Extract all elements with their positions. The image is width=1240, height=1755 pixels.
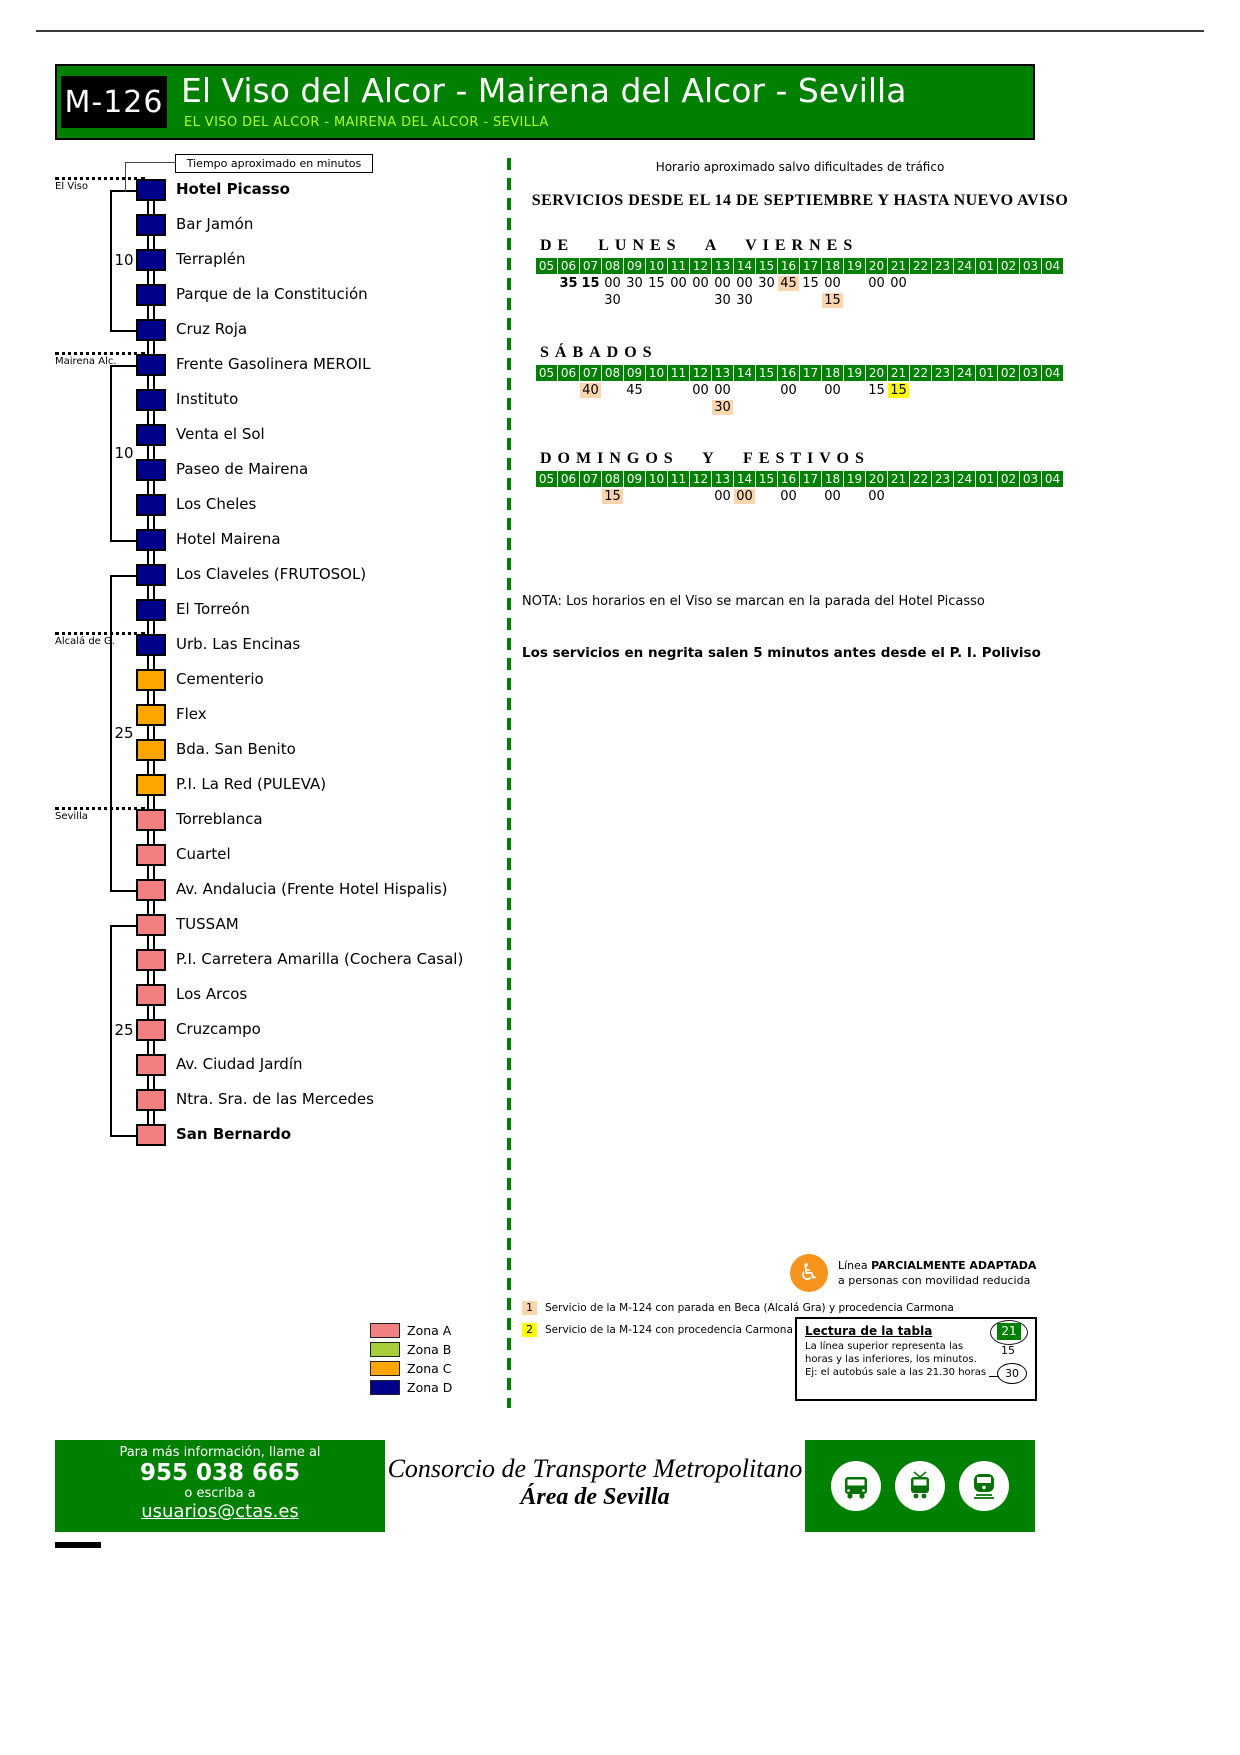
minute-cell xyxy=(580,293,601,308)
minute-cell xyxy=(954,489,975,504)
wheelchair-icon: ♿ xyxy=(790,1254,828,1292)
minute-cell xyxy=(624,489,645,504)
minute-cell xyxy=(690,293,711,308)
minute-cell xyxy=(624,400,645,415)
minute-cell xyxy=(932,293,953,308)
minute-cell xyxy=(800,383,821,398)
hour-cell: 09 xyxy=(624,258,645,274)
minute-cell xyxy=(976,276,997,291)
hour-cell: 19 xyxy=(844,365,865,381)
hour-cell: 05 xyxy=(536,365,557,381)
minute-cell: 15 xyxy=(802,276,819,291)
minute-cell: 00 xyxy=(780,489,797,504)
minute-cell xyxy=(580,400,601,415)
hour-cell: 04 xyxy=(1042,471,1063,487)
hour-cell: 23 xyxy=(932,258,953,274)
minute-cell xyxy=(932,276,953,291)
minute-cell xyxy=(976,293,997,308)
minute-cell xyxy=(1020,276,1041,291)
minute-cell xyxy=(558,400,579,415)
minute-cell xyxy=(646,293,667,308)
stop-label: Cruzcampo xyxy=(176,1020,261,1038)
minute-cell xyxy=(668,293,689,308)
stop-label: P.I. Carretera Amarilla (Cochera Casal) xyxy=(176,950,464,968)
footer-transport-icons xyxy=(805,1440,1035,1532)
zone-legend-item xyxy=(370,1322,452,1339)
minute-cell: 00 xyxy=(736,276,753,291)
minute-cell xyxy=(1020,400,1041,415)
hour-cell: 10 xyxy=(646,471,667,487)
hour-cell: 23 xyxy=(932,471,953,487)
minute-cell xyxy=(800,489,821,504)
minute-cell: 30 xyxy=(712,400,733,415)
minute-cell: 00 xyxy=(824,276,841,291)
stop-label: Flex xyxy=(176,705,207,723)
reading-box xyxy=(795,1317,1037,1401)
hour-cell: 05 xyxy=(536,258,557,274)
example-hour-cell: 21 xyxy=(997,1323,1021,1340)
bracket-time-label: 10 xyxy=(114,443,134,462)
footer-email-link[interactable]: usuarios@ctas.es xyxy=(141,1501,299,1522)
zone-label: Zona D xyxy=(407,1380,453,1395)
minute-cell: 00 xyxy=(692,383,709,398)
accessibility-prefix: Línea xyxy=(838,1259,872,1272)
hour-cell: 21 xyxy=(888,365,909,381)
stop-label: Paseo de Mairena xyxy=(176,460,309,478)
minute-cell: 15 xyxy=(868,383,885,398)
hour-cell: 04 xyxy=(1042,258,1063,274)
minute-cell: 30 xyxy=(626,276,643,291)
minute-cell xyxy=(668,400,689,415)
minute-cell xyxy=(1042,276,1063,291)
hour-cell: 21 xyxy=(888,471,909,487)
hour-cell: 23 xyxy=(932,365,953,381)
minute-cell xyxy=(1020,489,1041,504)
minute-cell: 00 xyxy=(780,383,797,398)
hour-cell: 19 xyxy=(844,258,865,274)
hour-cell: 15 xyxy=(756,258,777,274)
hour-cell: 07 xyxy=(580,365,601,381)
stop-label: Cuartel xyxy=(176,845,231,863)
hour-cell: 02 xyxy=(998,365,1019,381)
stop-label: Urb. Las Encinas xyxy=(176,635,301,653)
hour-header-row xyxy=(536,258,1076,274)
minute-row xyxy=(536,276,1076,291)
minute-cell xyxy=(888,293,909,308)
reading-box-title: Lectura de la tabla xyxy=(805,1324,933,1338)
hour-cell: 04 xyxy=(1042,365,1063,381)
minute-cell: 15 xyxy=(581,276,600,291)
hour-cell: 01 xyxy=(976,258,997,274)
hour-cell: 20 xyxy=(866,471,887,487)
hour-cell: 11 xyxy=(668,365,689,381)
hour-cell: 14 xyxy=(734,471,755,487)
hour-cell: 06 xyxy=(558,471,579,487)
footer-brand-line1: Consorcio de Transporte Metropolitano xyxy=(387,1454,803,1483)
minute-cell xyxy=(954,293,975,308)
footer-phone: 955 038 665 xyxy=(139,1460,301,1486)
minute-cell xyxy=(558,489,579,504)
minute-cell: 30 xyxy=(604,293,621,308)
hour-cell: 13 xyxy=(712,258,733,274)
minute-cell xyxy=(976,400,997,415)
hour-cell: 21 xyxy=(888,258,909,274)
hour-cell: 01 xyxy=(976,471,997,487)
hour-cell: 03 xyxy=(1020,258,1041,274)
timetable-section xyxy=(536,450,1076,504)
hour-cell: 10 xyxy=(646,365,667,381)
minute-cell: 15 xyxy=(648,276,665,291)
hour-cell: 22 xyxy=(910,365,931,381)
hour-cell: 03 xyxy=(1020,471,1041,487)
hour-cell: 06 xyxy=(558,365,579,381)
footnote xyxy=(522,1300,954,1315)
minute-cell: 00 xyxy=(868,276,885,291)
minute-cell xyxy=(734,383,755,398)
hour-cell: 24 xyxy=(954,258,975,274)
minute-cell: 00 xyxy=(604,276,621,291)
page-title: El Viso del Alcor - Mairena del Alcor - Sevilla xyxy=(181,71,907,110)
hour-cell: 15 xyxy=(756,471,777,487)
minute-cell xyxy=(668,489,689,504)
stop-label: Hotel Mairena xyxy=(176,530,281,548)
minute-cell xyxy=(1042,293,1063,308)
minute-cell xyxy=(910,400,931,415)
minute-cell xyxy=(756,293,777,308)
minute-cell: 00 xyxy=(714,489,731,504)
stop-label: Cruz Roja xyxy=(176,320,248,338)
hour-cell: 06 xyxy=(558,258,579,274)
hour-cell: 02 xyxy=(998,471,1019,487)
hour-cell: 20 xyxy=(866,365,887,381)
timetable-section-title: DOMINGOS Y FESTIVOS xyxy=(540,450,870,467)
example-minute-top: 15 xyxy=(1001,1344,1015,1357)
minute-cell xyxy=(800,293,821,308)
minute-cell xyxy=(1042,383,1063,398)
minute-cell xyxy=(888,400,909,415)
reading-box-line-1: La línea superior representa las xyxy=(805,1341,964,1352)
accessibility-bold: PARCIALMENTE ADAPTADA xyxy=(871,1259,1037,1272)
footer-brand xyxy=(385,1440,805,1532)
hour-cell: 03 xyxy=(1020,365,1041,381)
footnote-text: Servicio de la M-124 con procedencia Carmona xyxy=(545,1323,793,1336)
hour-cell: 17 xyxy=(800,258,821,274)
hour-header-row xyxy=(536,365,1076,381)
minute-cell: 00 xyxy=(824,489,841,504)
hour-cell: 16 xyxy=(778,365,799,381)
hour-cell: 10 xyxy=(646,258,667,274)
minute-cell xyxy=(536,293,557,308)
minute-cell: 00 xyxy=(868,489,885,504)
train-icon xyxy=(959,1461,1009,1511)
minute-cell: 00 xyxy=(734,489,755,504)
minute-cell xyxy=(932,489,953,504)
minute-cell xyxy=(844,400,865,415)
stop-label: Parque de la Constitución xyxy=(176,285,368,303)
hour-cell: 08 xyxy=(602,258,623,274)
minute-cell xyxy=(1042,400,1063,415)
minute-cell: 00 xyxy=(824,383,841,398)
hour-cell: 14 xyxy=(734,365,755,381)
stop-label: San Bernardo xyxy=(176,1125,292,1143)
hour-header-row xyxy=(536,471,1076,487)
minute-cell xyxy=(602,383,623,398)
stop-label: TUSSAM xyxy=(176,915,239,933)
hour-cell: 13 xyxy=(712,365,733,381)
minute-cell xyxy=(668,383,689,398)
minute-cell: 15 xyxy=(822,293,843,308)
minute-cell: 40 xyxy=(580,383,601,398)
minute-cell xyxy=(844,489,865,504)
bold-services-note: Los servicios en negrita salen 5 minutos antes desde el P. I. Poliviso xyxy=(522,645,1041,661)
accessibility-line2: a personas con movilidad reducida xyxy=(838,1274,1031,1287)
example-hour-circle-icon xyxy=(990,1320,1028,1345)
accessibility-note xyxy=(838,1258,1068,1288)
zone-swatch xyxy=(370,1323,400,1338)
minute-cell xyxy=(932,383,953,398)
example-minute-circled: 30 xyxy=(997,1363,1027,1384)
minute-cell: 00 xyxy=(692,276,709,291)
reading-box-line-3: Ej: el autobús sale a las 21.30 horas xyxy=(805,1367,987,1378)
minute-cell xyxy=(844,383,865,398)
hour-cell: 12 xyxy=(690,471,711,487)
minute-cell xyxy=(844,276,865,291)
minute-cell xyxy=(602,400,623,415)
stop-label: Venta el Sol xyxy=(176,425,265,443)
minute-row xyxy=(536,383,1076,398)
hour-cell: 09 xyxy=(624,471,645,487)
minute-cell xyxy=(580,489,601,504)
minute-cell xyxy=(778,400,799,415)
minute-cell: 15 xyxy=(888,383,909,398)
city-label: Alcalá de G. xyxy=(55,636,115,647)
stop-label: Ntra. Sra. de las Mercedes xyxy=(176,1090,374,1108)
bracket-time-label: 10 xyxy=(114,251,134,269)
stop-label: Instituto xyxy=(176,390,239,408)
footer-info-line2: o escriba a xyxy=(184,1486,256,1501)
minute-cell xyxy=(954,276,975,291)
city-label: El Viso xyxy=(55,181,89,192)
hour-cell: 22 xyxy=(910,258,931,274)
stop-label: P.I. La Red (PULEVA) xyxy=(176,775,327,793)
reading-box-line-2: horas y las inferiores, los minutos. xyxy=(805,1354,977,1365)
zone-swatch xyxy=(370,1380,400,1395)
minute-cell xyxy=(976,489,997,504)
stop-label: Hotel Picasso xyxy=(176,180,290,198)
zone-legend-item xyxy=(370,1360,452,1377)
zone-legend-item xyxy=(370,1379,452,1396)
minute-cell xyxy=(536,276,557,291)
minute-cell xyxy=(1020,383,1041,398)
minute-cell xyxy=(536,489,557,504)
footnote-text: Servicio de la M-124 con parada en Beca (Alcalá Gra) y procedencia Carmona xyxy=(545,1301,954,1314)
minute-cell: 00 xyxy=(714,276,731,291)
hour-cell: 20 xyxy=(866,258,887,274)
minute-cell: 00 xyxy=(714,383,731,398)
minute-cell: 45 xyxy=(626,383,643,398)
minute-cell: 30 xyxy=(758,276,775,291)
minute-cell xyxy=(756,489,777,504)
minute-cell xyxy=(536,400,557,415)
minute-row xyxy=(536,489,1076,504)
minute-cell xyxy=(998,383,1019,398)
hour-cell: 18 xyxy=(822,258,843,274)
bracket-time-label: 25 xyxy=(114,1021,134,1039)
minute-cell xyxy=(690,400,711,415)
minute-cell xyxy=(756,400,777,415)
stop-label: Torreblanca xyxy=(176,810,263,828)
stop-label: Frente Gasolinera MEROIL xyxy=(176,355,371,373)
hotel-picasso-note: NOTA: Los horarios en el Viso se marcan en la parada del Hotel Picasso xyxy=(522,594,985,609)
minute-cell xyxy=(998,489,1019,504)
zone-label: Zona B xyxy=(407,1342,452,1357)
stop-label: Terraplén xyxy=(176,250,246,268)
minute-cell xyxy=(998,293,1019,308)
stop-label: Av. Andalucia (Frente Hotel Hispalis) xyxy=(176,880,448,898)
hour-cell: 17 xyxy=(800,471,821,487)
timetable-section xyxy=(536,344,1076,415)
zone-legend xyxy=(370,1322,452,1398)
hour-cell: 14 xyxy=(734,258,755,274)
hour-cell: 19 xyxy=(844,471,865,487)
minute-cell: 00 xyxy=(670,276,687,291)
stop-label: Los Arcos xyxy=(176,985,248,1003)
stop-label: Los Claveles (FRUTOSOL) xyxy=(176,565,367,583)
minute-cell xyxy=(734,400,755,415)
minute-cell: 35 xyxy=(559,276,578,291)
scan-artifact-bottom-bar xyxy=(55,1542,101,1548)
hour-cell: 17 xyxy=(800,365,821,381)
minute-cell xyxy=(756,383,777,398)
minute-cell xyxy=(910,489,931,504)
timetable-section-title: SÁBADOS xyxy=(540,344,658,361)
zone-swatch xyxy=(370,1342,400,1357)
minute-cell xyxy=(998,400,1019,415)
footnote-marker: 2 xyxy=(522,1323,537,1337)
hour-cell: 08 xyxy=(602,471,623,487)
minute-cell xyxy=(536,383,557,398)
minute-cell xyxy=(558,293,579,308)
hour-cell: 18 xyxy=(822,365,843,381)
hour-cell: 11 xyxy=(668,258,689,274)
hour-cell: 15 xyxy=(756,365,777,381)
minute-cell xyxy=(690,489,711,504)
minute-cell xyxy=(624,293,645,308)
hour-cell: 24 xyxy=(954,365,975,381)
minute-cell xyxy=(778,293,799,308)
city-label: Sevilla xyxy=(55,811,88,822)
minute-cell: 45 xyxy=(778,276,799,291)
minute-cell xyxy=(844,293,865,308)
city-label: Mairena Alc. xyxy=(55,356,117,367)
minute-cell xyxy=(1020,293,1041,308)
minute-cell xyxy=(910,276,931,291)
footer-brand-line2: Área de Sevilla xyxy=(520,1484,670,1510)
zone-swatch xyxy=(370,1361,400,1376)
hour-cell: 12 xyxy=(690,365,711,381)
hour-cell: 22 xyxy=(910,471,931,487)
hour-cell: 09 xyxy=(624,365,645,381)
hour-cell: 07 xyxy=(580,258,601,274)
stop-label: El Torreón xyxy=(176,600,250,618)
stop-label: Cementerio xyxy=(176,670,264,688)
stop-label: Bar Jamón xyxy=(176,215,254,233)
footer-contact xyxy=(55,1440,385,1532)
minute-cell xyxy=(800,400,821,415)
minute-cell xyxy=(866,400,887,415)
hour-cell: 02 xyxy=(998,258,1019,274)
page-subtitle: EL VISO DEL ALCOR - MAIRENA DEL ALCOR - SEVILLA xyxy=(184,115,549,130)
hour-cell: 05 xyxy=(536,471,557,487)
line-code-badge: M-126 xyxy=(61,76,167,128)
stop-label: Bda. San Benito xyxy=(176,740,296,758)
footer-info-line1: Para más información, llame al xyxy=(119,1445,321,1460)
minute-cell xyxy=(932,400,953,415)
bracket-time-label: 25 xyxy=(114,723,134,742)
minute-row xyxy=(536,400,1076,415)
minute-cell xyxy=(910,383,931,398)
hour-cell: 11 xyxy=(668,471,689,487)
hour-cell: 08 xyxy=(602,365,623,381)
minute-cell xyxy=(646,383,667,398)
minute-cell xyxy=(558,383,579,398)
minute-cell xyxy=(646,489,667,504)
hour-cell: 18 xyxy=(822,471,843,487)
minute-cell xyxy=(954,400,975,415)
hour-cell: 24 xyxy=(954,471,975,487)
minute-cell xyxy=(1042,489,1063,504)
hour-cell: 01 xyxy=(976,365,997,381)
traffic-note: Horario aproximado salvo dificultades de tráfico xyxy=(655,160,945,174)
hour-cell: 12 xyxy=(690,258,711,274)
bus-icon xyxy=(831,1461,881,1511)
minute-cell xyxy=(954,383,975,398)
minute-cell xyxy=(866,293,887,308)
minute-cell xyxy=(646,400,667,415)
zone-legend-item xyxy=(370,1341,452,1358)
minute-cell xyxy=(910,293,931,308)
footnote-marker: 1 xyxy=(522,1301,537,1315)
time-approx-box: Tiempo aproximado en minutos xyxy=(175,154,373,173)
zone-label: Zona C xyxy=(407,1361,452,1376)
zone-label: Zona A xyxy=(407,1323,452,1338)
minute-row xyxy=(536,293,1076,308)
stop-label: Los Cheles xyxy=(176,495,257,513)
services-note: SERVICIOS DESDE EL 14 DE SEPTIEMBRE Y HASTA NUEVO AVISO xyxy=(531,192,1069,209)
hour-cell: 07 xyxy=(580,471,601,487)
minute-cell xyxy=(976,383,997,398)
minute-cell xyxy=(998,276,1019,291)
tram-icon xyxy=(895,1461,945,1511)
hour-cell: 16 xyxy=(778,471,799,487)
minute-cell: 30 xyxy=(714,293,731,308)
stop-label: Av. Ciudad Jardín xyxy=(176,1055,303,1073)
hour-cell: 16 xyxy=(778,258,799,274)
minute-cell xyxy=(888,489,909,504)
hour-cell: 13 xyxy=(712,471,733,487)
timetable-section xyxy=(536,237,1076,308)
timetable-section-title: DE LUNES A VIERNES xyxy=(540,237,859,254)
minute-cell: 15 xyxy=(602,489,623,504)
minute-cell xyxy=(822,400,843,415)
minute-cell: 30 xyxy=(736,293,753,308)
footer-band xyxy=(55,1440,1035,1532)
minute-cell: 00 xyxy=(890,276,907,291)
